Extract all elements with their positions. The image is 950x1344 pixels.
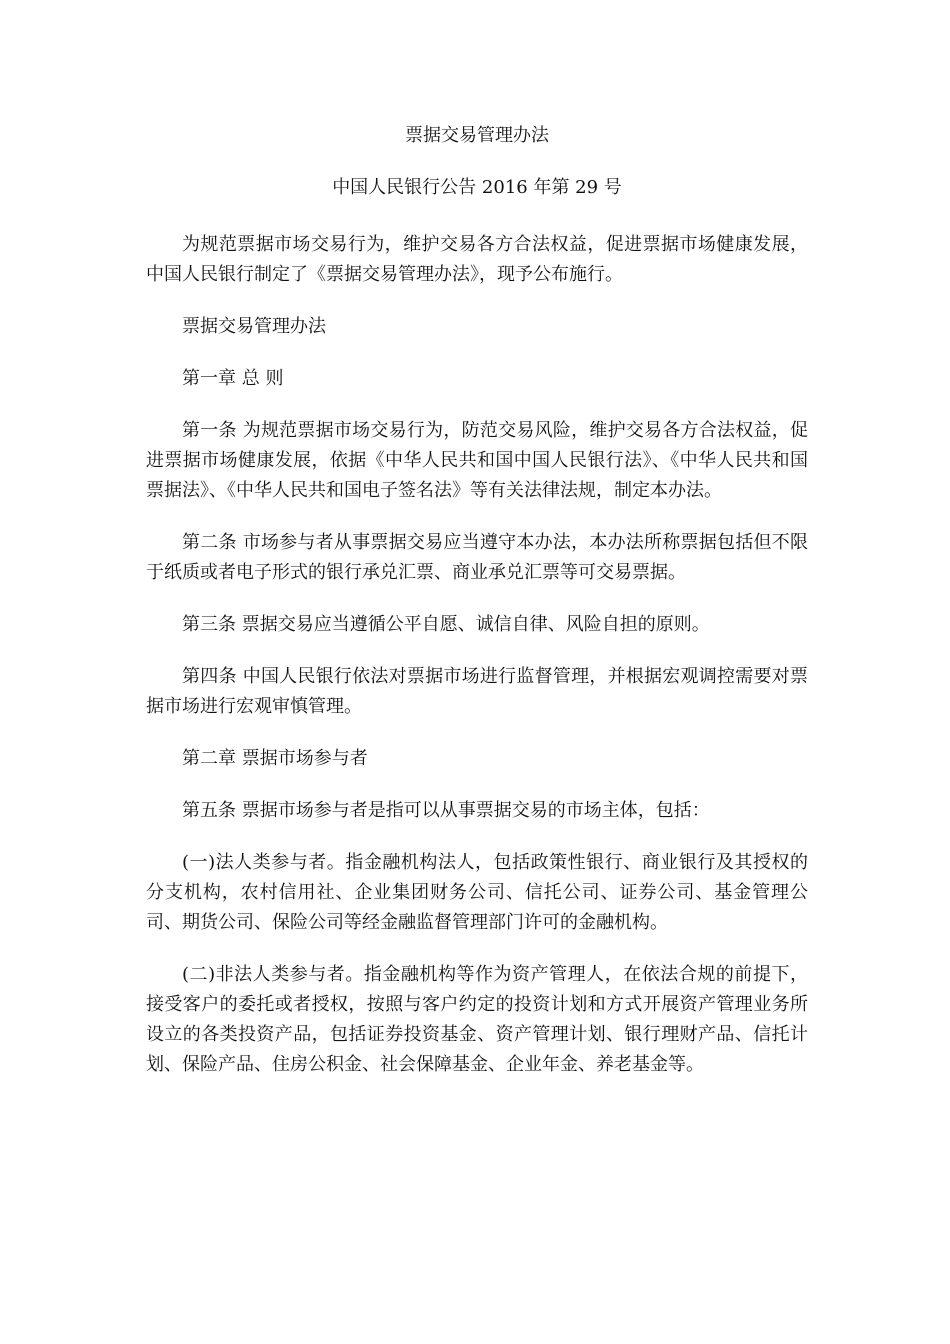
item-1: (一)法人类参与者。指金融机构法人，包括政策性银行、商业银行及其授权的分支机构，农村信用社、企业集团财务公司、信托公司、证券公司、基金管理公司、期货公司、保险公司等经金融监督管理部门许可的金融机构。 <box>146 852 808 933</box>
document-page <box>146 118 808 1080</box>
article-3: 第三条 票据交易应当遵循公平自愿、诚信自律、风险自担的原则。 <box>182 614 710 635</box>
item-2: (二)非法人类参与者。指金融机构等作为资产管理人，在依法合规的前提下，接受客户的委托或者授权，按照与客户约定的投资计划和方式开展资产管理业务所设立的各类投资产品，包括证券投资基金、资产管理计划、银行理财产品、信托计划、保险产品、住房公积金、社会保障基金、企业年金、养老基金等。 <box>146 964 808 1075</box>
chapter-2-heading: 第二章 票据市场参与者 <box>182 748 368 769</box>
article-2: 第二条 市场参与者从事票据交易应当遵守本办法，本办法所称票据包括但不限于纸质或者电子形式的银行承兑汇票、商业承兑汇票等可交易票据。 <box>146 532 808 583</box>
announcement-number: 中国人民银行公告 2016 年第 29 号 <box>332 177 622 198</box>
document-name-heading: 票据交易管理办法 <box>182 316 326 337</box>
document-title: 票据交易管理办法 <box>405 125 549 146</box>
intro-paragraph: 为规范票据市场交易行为，维护交易各方合法权益，促进票据市场健康发展，中国人民银行制定了《票据交易管理办法》，现予公布施行。 <box>146 234 808 285</box>
article-4: 第四条 中国人民银行依法对票据市场进行监督管理，并根据宏观调控需要对票据市场进行宏观审慎管理。 <box>146 666 808 717</box>
article-5: 第五条 票据市场参与者是指可以从事票据交易的市场主体，包括： <box>182 800 710 821</box>
article-1: 第一条 为规范票据市场交易行为，防范交易风险，维护交易各方合法权益，促进票据市场健康发展，依据《中华人民共和国中国人民银行法》、《中华人民共和国票据法》、《中华人民共和国电子签名法》等有关法律法规，制定本办法。 <box>146 420 808 501</box>
chapter-1-heading: 第一章 总 则 <box>182 368 284 389</box>
